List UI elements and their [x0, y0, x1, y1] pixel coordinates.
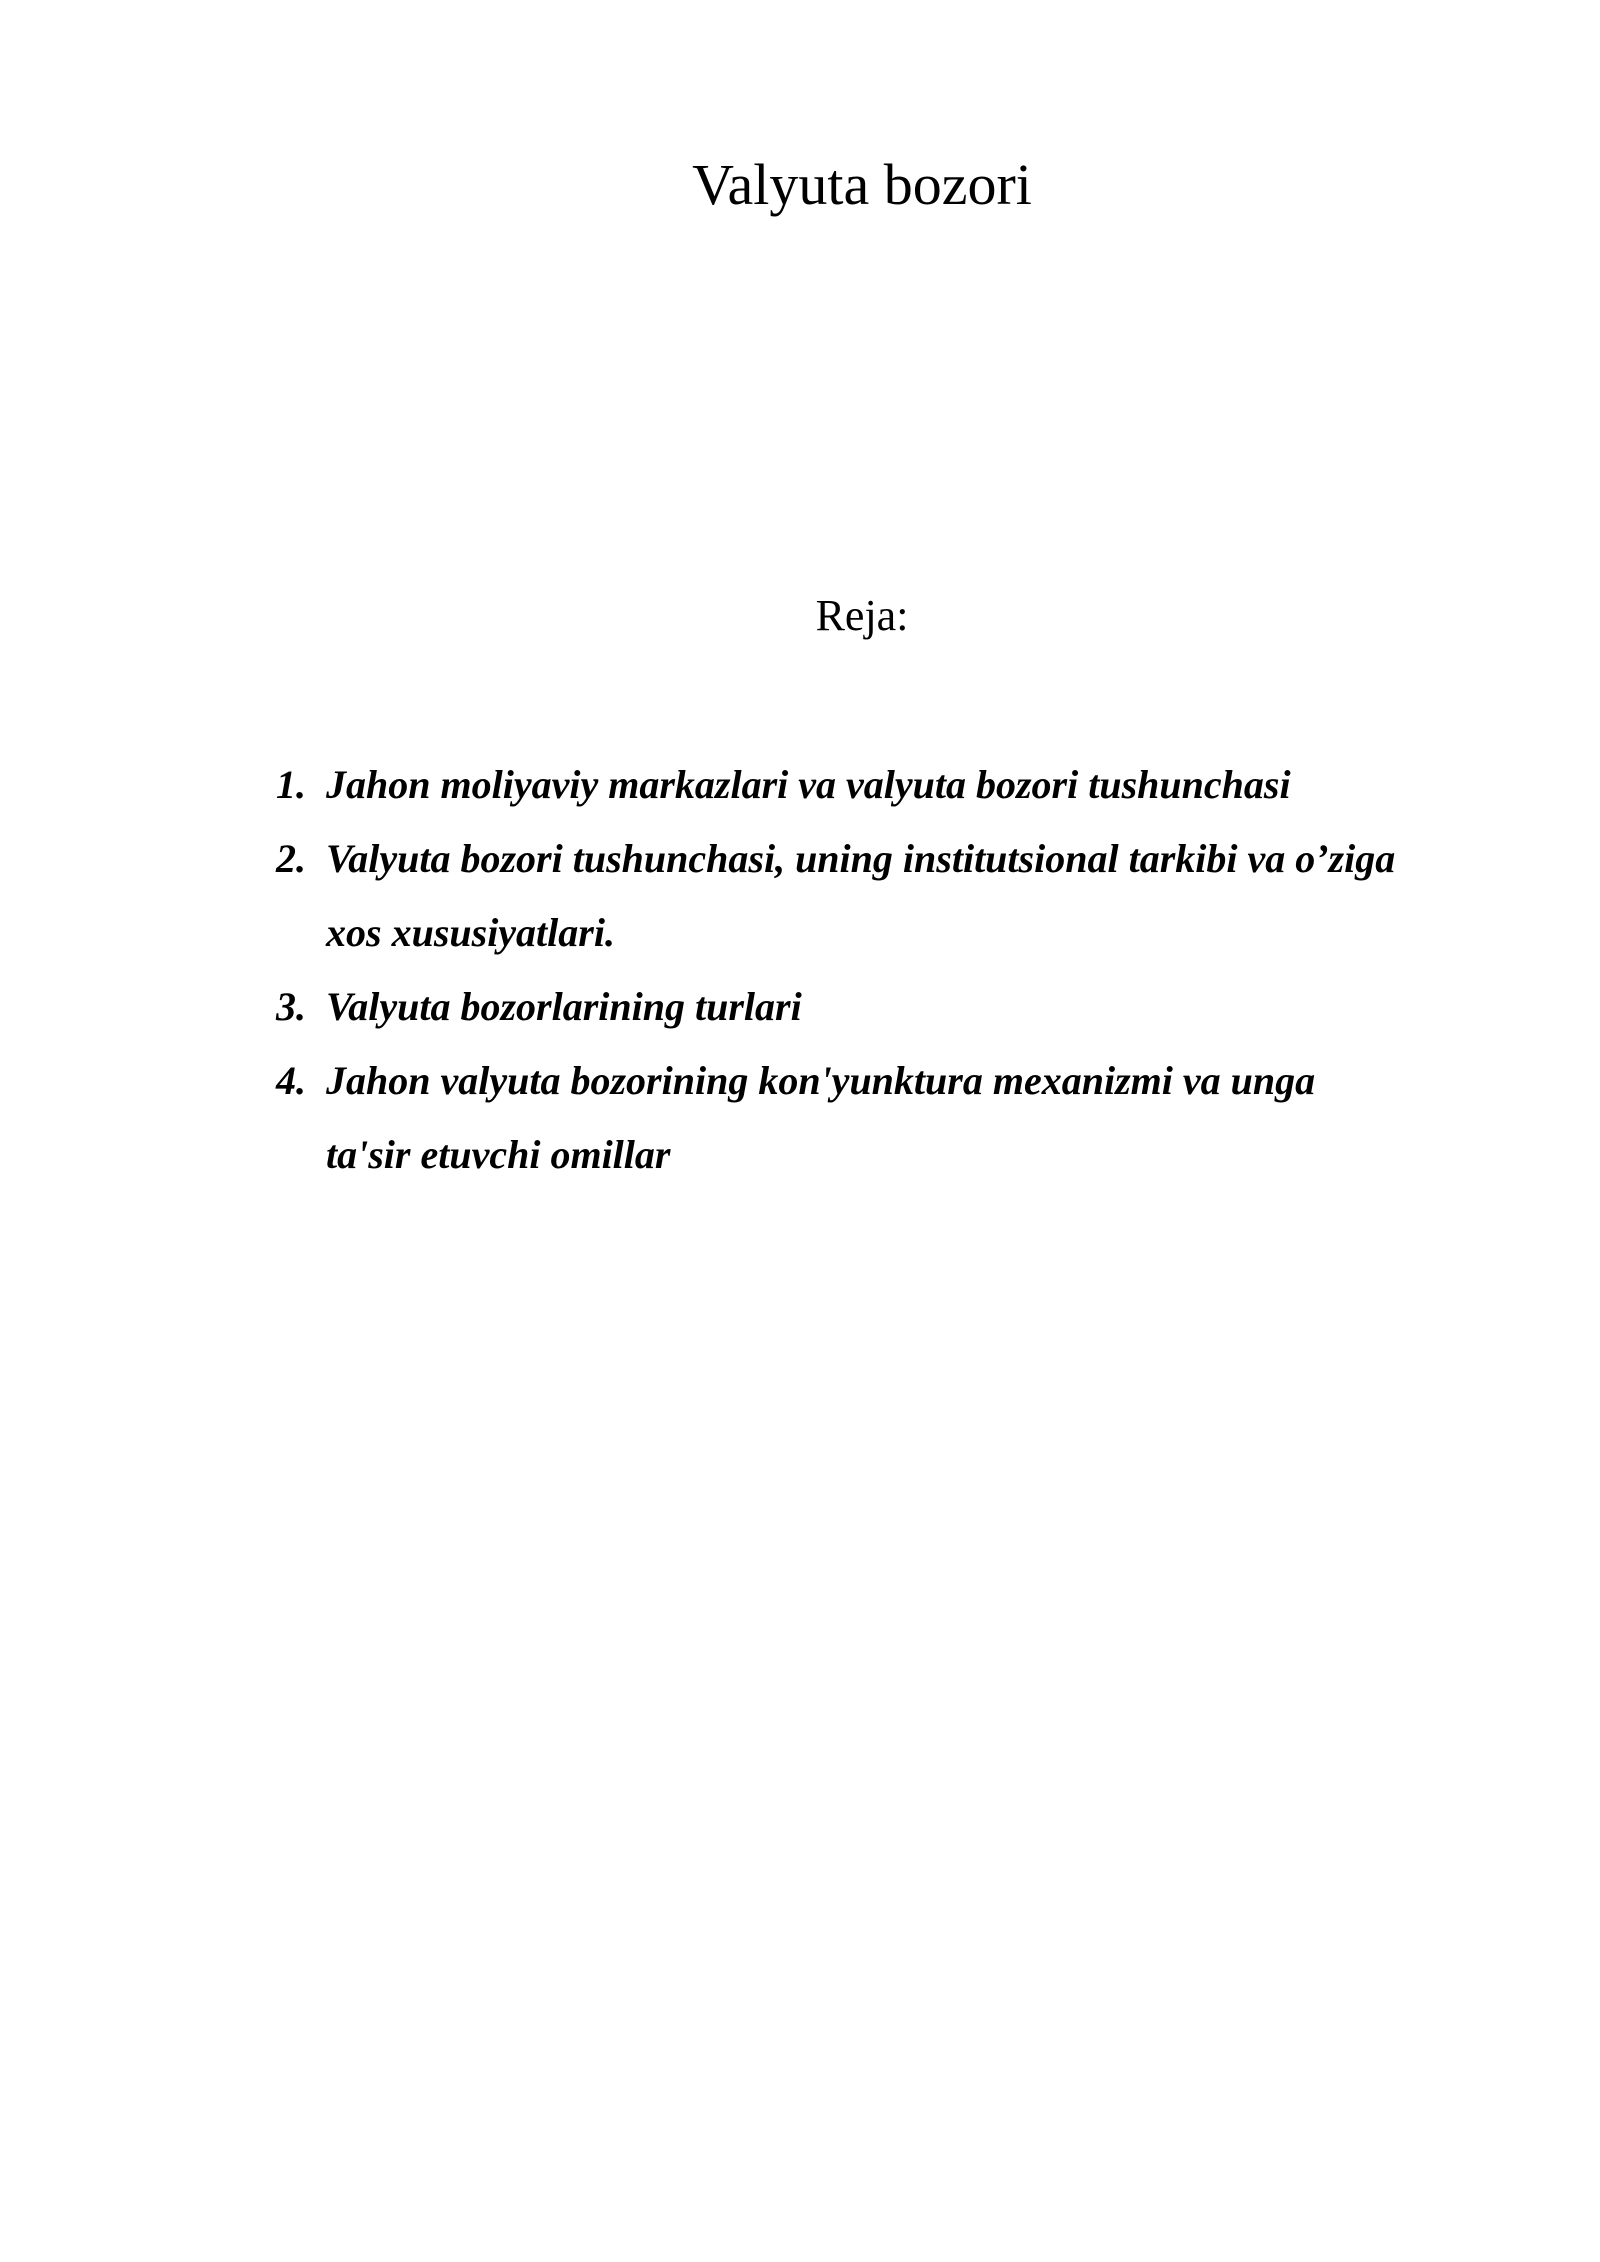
- plan-item-line: Jahon valyuta bozorining kon'yunktura mexanizmi va unga: [326, 1058, 1316, 1103]
- plan-item-3: [276, 970, 1526, 1044]
- plan-item-line: Valyuta bozori tushunchasi, uning institutsional tarkibi va o’ziga: [326, 836, 1396, 881]
- plan-item-text: [326, 822, 1526, 970]
- plan-item-line: xos xususiyatlari.: [326, 910, 615, 955]
- plan-item-number: 4.: [276, 1058, 306, 1103]
- plan-item-text: [326, 748, 1526, 822]
- plan-item-number: 3.: [276, 984, 306, 1029]
- plan-item-2: [276, 822, 1526, 970]
- plan-item-4: [276, 1044, 1526, 1192]
- plan-item-1: [276, 748, 1526, 822]
- title-container: [0, 150, 1600, 220]
- plan-item-line: ta'sir etuvchi omillar: [326, 1132, 671, 1177]
- plan-item-line: Jahon moliyaviy markazlari va valyuta bozori tushunchasi: [326, 762, 1291, 807]
- page-title: Valyuta bozori: [692, 152, 1032, 217]
- plan-item-number: 2.: [276, 836, 306, 881]
- plan-item-text: [326, 1044, 1526, 1192]
- plan-item-line: Valyuta bozorlarining turlari: [326, 984, 802, 1029]
- plan-item-number: 1.: [276, 762, 306, 807]
- plan-item-text: [326, 970, 1526, 1044]
- plan-heading: Reja:: [815, 591, 909, 640]
- plan-list: [276, 748, 1526, 1192]
